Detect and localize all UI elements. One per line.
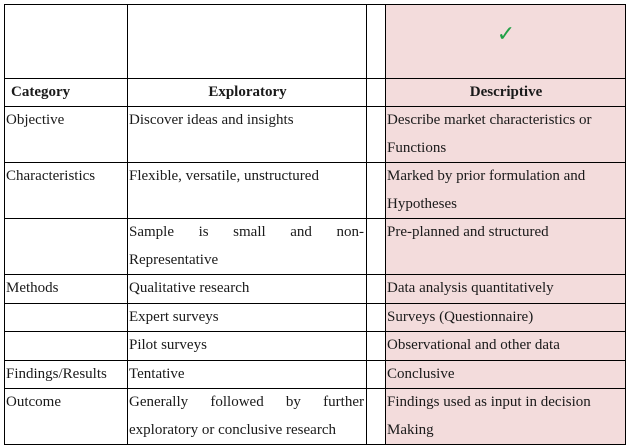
cell-exploratory-line: Generally followed by further (129, 394, 364, 410)
cell-category: Outcome (5, 389, 128, 445)
spacer-column (367, 389, 386, 445)
spacer-column (367, 303, 386, 332)
cell-descriptive: Describe market characteristics or Functions (386, 107, 626, 163)
header-category: Category (5, 79, 128, 107)
table-row (5, 303, 626, 332)
comparison-table-page (4, 4, 629, 440)
spacer-column (367, 219, 386, 275)
empty-cell (128, 5, 367, 79)
cell-exploratory-line: exploratory or conclusive research (129, 421, 336, 438)
cell-category: Methods (5, 275, 128, 304)
cell-descriptive: Pre-planned and structured (386, 219, 626, 275)
cell-category: Objective (5, 107, 128, 163)
cell-category (5, 219, 128, 275)
checkmark-icon: ✓ (496, 22, 516, 47)
table-row (5, 389, 626, 445)
cell-category (5, 303, 128, 332)
spacer-column (367, 107, 386, 163)
table-top-row (5, 5, 626, 79)
cell-descriptive: Conclusive (386, 360, 626, 389)
cell-exploratory-line: Representative (129, 251, 219, 268)
cell-exploratory: Pilot surveys (128, 332, 367, 361)
spacer-column (367, 360, 386, 389)
selected-column-marker-cell (386, 5, 626, 79)
spacer-column (367, 332, 386, 361)
spacer-column (367, 275, 386, 304)
table-row (5, 360, 626, 389)
cell-exploratory (128, 389, 367, 445)
table-row (5, 219, 626, 275)
cell-descriptive: Data analysis quantitatively (386, 275, 626, 304)
cell-category: Findings/Results (5, 360, 128, 389)
cell-descriptive: Findings used as input in decision Making (386, 389, 626, 445)
table-row (5, 275, 626, 304)
cell-exploratory-line: Sample is small and non- (129, 224, 364, 240)
cell-exploratory: Tentative (128, 360, 367, 389)
cell-exploratory: Expert surveys (128, 303, 367, 332)
cell-exploratory: Flexible, versatile, unstructured (128, 163, 367, 219)
cell-descriptive: Observational and other data (386, 332, 626, 361)
table-header-row (5, 79, 626, 107)
exploratory-vs-descriptive-table (4, 4, 626, 445)
header-descriptive: Descriptive (386, 79, 626, 107)
cell-exploratory: Discover ideas and insights (128, 107, 367, 163)
spacer-column (367, 5, 386, 79)
cell-category: Characteristics (5, 163, 128, 219)
empty-cell (5, 5, 128, 79)
table-row (5, 332, 626, 361)
cell-descriptive: Surveys (Questionnaire) (386, 303, 626, 332)
table-row (5, 107, 626, 163)
spacer-column (367, 79, 386, 107)
cell-category (5, 332, 128, 361)
header-exploratory: Exploratory (128, 79, 367, 107)
spacer-column (367, 163, 386, 219)
cell-exploratory: Qualitative research (128, 275, 367, 304)
cell-descriptive: Marked by prior formulation and Hypotheses (386, 163, 626, 219)
table-row (5, 163, 626, 219)
cell-exploratory (128, 219, 367, 275)
